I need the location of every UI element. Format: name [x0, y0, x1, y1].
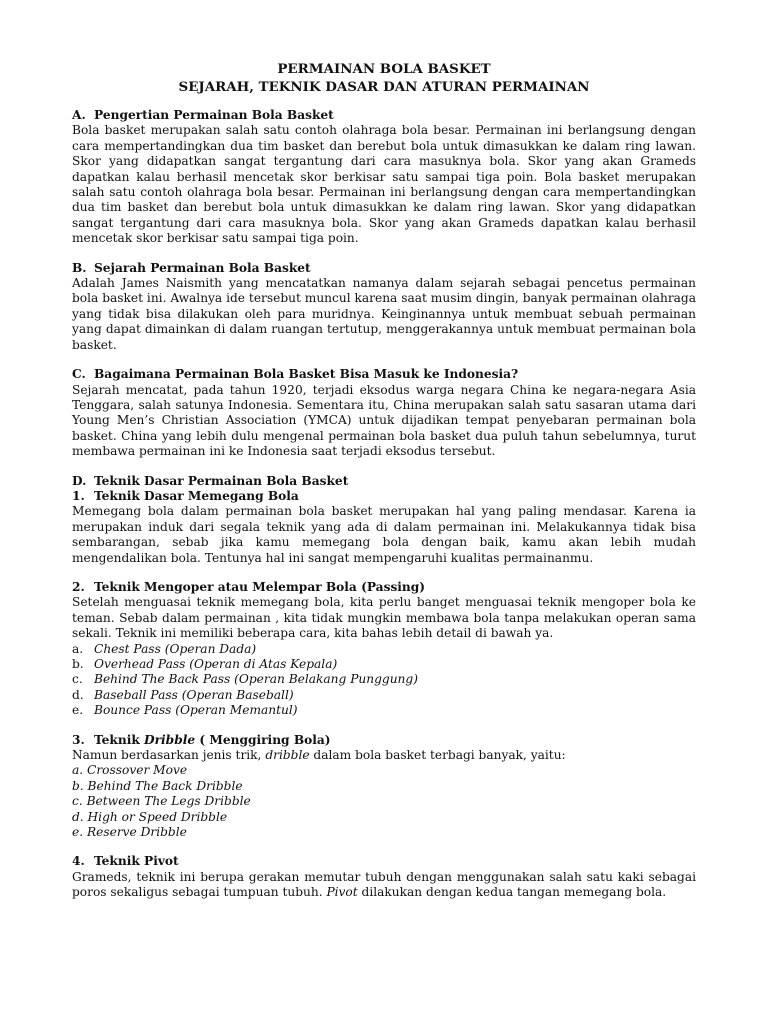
section-b-number: B. [72, 260, 87, 275]
list-item-text: Bounce Pass (Operan Memantul) [94, 703, 298, 718]
subsection-2-heading [72, 580, 696, 595]
section-a [72, 108, 696, 247]
subsection-3-body-pre: Namun berdasarkan jenis trik, [72, 748, 266, 763]
list-item-letter: b. [72, 657, 84, 671]
list-item-letter: a. [72, 641, 84, 656]
subsection-3-heading-pre: Teknik [94, 732, 145, 747]
subsection-2-number: 2. [72, 579, 85, 594]
subsection-1-heading-text: Teknik Dasar Memegang Bola [94, 488, 299, 503]
section-a-number: A. [72, 108, 86, 122]
list-item [72, 688, 696, 703]
dribble-list [72, 763, 696, 840]
list-item-letter: d. [72, 687, 84, 702]
section-b-body: Adalah James Naismith yang mencatatkan namanya dalam sejarah sebagai pencetus permainan bola basket ini. Awalnya ide tersebut muncul karena saat musim dingin, banyak permainan olahraga yang tidak bisa dilakukan oleh para muridnya. Keinginannya untuk membuat sebuah permainan yang dapat dimainkan di dalam ruangan tertutup, menggerakannya untuk membuat permainan bola basket. [72, 276, 696, 352]
section-c-heading-text: Bagaimana Permainan Bola Basket Bisa Masuk ke Indonesia? [94, 367, 519, 382]
subsection-4-heading [72, 854, 696, 869]
section-c-number: C. [72, 367, 86, 382]
list-item-letter: c. [72, 672, 83, 687]
list-item [72, 657, 696, 672]
document-title-line-2: SEJARAH, TEKNIK DASAR DAN ATURAN PERMAINAN [178, 79, 590, 95]
list-item: a. Crossover Move [72, 763, 188, 778]
list-item-letter: e. [72, 703, 84, 718]
list-item-text: Overhead Pass (Operan di Atas Kepala) [94, 657, 338, 671]
passing-list [72, 642, 696, 719]
subsection-4-body-italic: Pivot [326, 885, 358, 900]
section-c-body: Sejarah mencatat, pada tahun 1920, terjadi eksodus warga negara China ke negara-negara Asia Tenggara, salah satunya Indonesia. Sementara itu, China merupakan salah satu sasaran utama dari Young Men’s Christian Association (YMCA) untuk dijadikan tempat penyebaran permainan bola basket. China yang lebih dulu mengenal permainan bola basket dua puluh tahun sebelumnya, turut membawa permainan ini ke Indonesia saat terjadi eksodus tersebut. [72, 382, 696, 459]
document-page [72, 60, 696, 901]
section-b-heading-text: Sejarah Permainan Bola Basket [94, 260, 311, 275]
document-title-line-1: PERMAINAN BOLA BASKET [277, 61, 491, 77]
list-item [72, 642, 696, 657]
list-item: b. Behind The Back Dribble [72, 778, 243, 793]
subsection-4-body-pre: Grameds, teknik ini berupa gerakan memutar tubuh dengan menggunakan salah satu kaki sebagai poros sekaligus sebagai tumpuan tubuh. [72, 869, 696, 900]
list-item-text: Chest Pass (Operan Dada) [94, 641, 257, 656]
section-d-heading [72, 474, 696, 489]
subsection-2-body: Setelah menguasai teknik memegang bola, kita perlu banget menguasai teknik mengoper bola ke teman. Sebab dalam permainan , kita tidak mungkin membawa bola tanpa melakukan operan sama sekali. Teknik ini memiliki beberapa cara, kita bahas lebih detail di bawah ya. [72, 595, 696, 641]
list-item: c. Between The Legs Dribble [72, 794, 251, 809]
list-item: d. High or Speed Dribble [72, 809, 228, 824]
section-d-heading-text: Teknik Dasar Permainan Bola Basket [94, 473, 349, 488]
subsection-3-body-post: dalam bola basket terbagi banyak, yaitu: [309, 748, 566, 763]
list-item-text: Baseball Pass (Operan Baseball) [94, 687, 294, 702]
section-b [72, 261, 696, 353]
section-b-heading [72, 261, 696, 276]
section-d-number: D. [72, 473, 87, 488]
section-c-heading [72, 367, 696, 382]
section-c [72, 367, 696, 459]
subsection-3-heading-italic: Dribble [144, 732, 196, 747]
subsection-4-body [72, 870, 696, 901]
subsection-4-number: 4. [72, 854, 85, 869]
subsection-3-body [72, 748, 696, 763]
subsection-3-heading [72, 733, 696, 748]
section-a-heading [72, 108, 696, 123]
subsection-4-heading-text: Teknik Pivot [94, 854, 179, 869]
list-item [72, 672, 696, 687]
section-a-heading-text: Pengertian Permainan Bola Basket [94, 108, 334, 122]
list-item-text: Behind The Back Pass (Operan Belakang Punggung) [94, 672, 418, 687]
subsection-3-body-italic: dribble [265, 748, 310, 763]
list-item [72, 703, 696, 718]
section-a-body: Bola basket merupakan salah satu contoh olahraga bola besar. Permainan ini berlangsung dengan cara mempertandingkan dua tim basket dan berebut bola untuk dimasukkan ke dalam ring lawan. Skor yang didapatkan sangat tergantung dari cara masuknya bola. Skor yang akan Grameds dapatkan kalau berhasil mencetak skor berkisar satu sampai tiga poin. Bola basket merupakan salah satu contoh olahraga bola besar. Permainan ini berlangsung dengan cara mempertandingkan dua tim basket dan berebut bola untuk dimasukkan ke dalam ring lawan. Skor yang didapatkan sangat tergantung dari cara masuknya bola. Skor yang akan Grameds dapatkan kalau berhasil mencetak skor berkisar satu sampai tiga poin. [72, 123, 696, 246]
subsection-3-number: 3. [72, 732, 85, 747]
subsection-1-body: Memegang bola dalam permainan bola basket merupakan hal yang paling mendasar. Karena ia merupakan induk dari segala teknik yang ada di dalam permainan ini. Melakukannya tidak bisa sembarangan, sebab jika kamu memegang bola dengan baik, kamu akan lebih mudah mengendalikan bola. Tentunya hal ini sangat mempengaruhi kualitas permainanmu. [72, 504, 696, 565]
subsection-3-heading-text [94, 733, 331, 748]
subsection-3-heading-post: ( Menggiring Bola) [195, 732, 331, 747]
subsection-1-heading [72, 489, 696, 504]
subsection-1-number: 1. [72, 488, 85, 503]
subsection-2-heading-text: Teknik Mengoper atau Melempar Bola (Passing) [94, 579, 426, 594]
subsection-4-body-post: dilakukan dengan kedua tangan memegang bola. [357, 885, 667, 900]
section-d [72, 474, 696, 901]
list-item: e. Reserve Dribble [72, 825, 187, 840]
